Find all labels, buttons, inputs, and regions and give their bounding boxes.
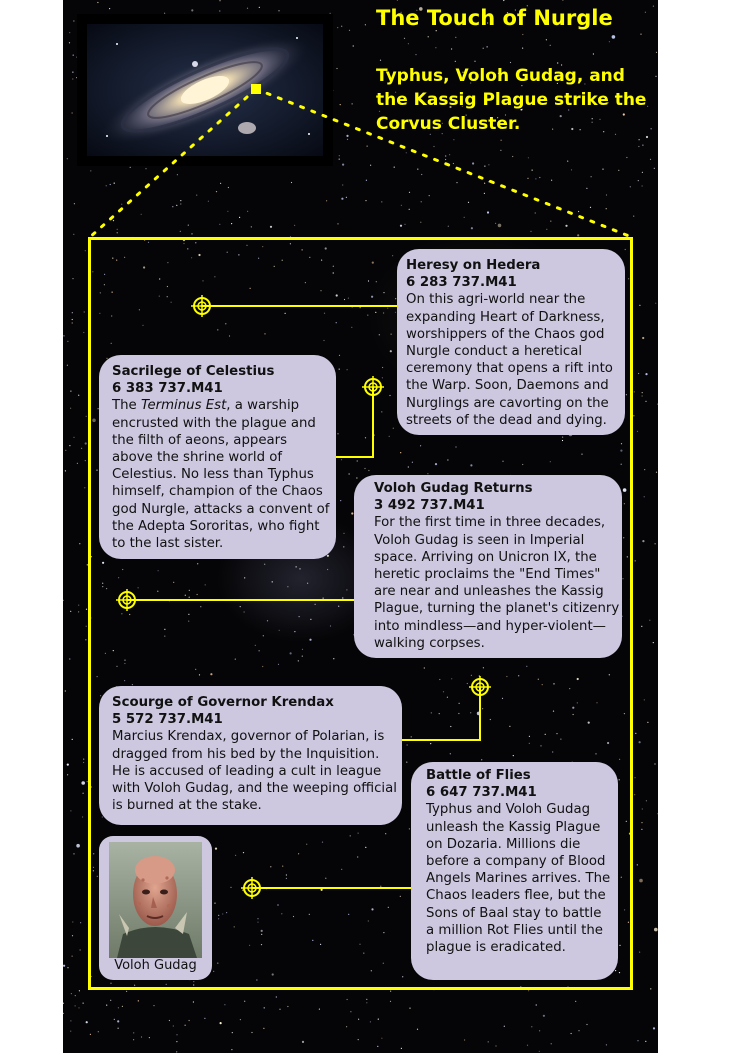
event-date: 3 492 737.M41 (374, 498, 485, 514)
event-heading: Battle of Flies (426, 768, 531, 783)
event-box-hedera (397, 249, 625, 435)
portrait-card (99, 836, 212, 980)
portrait-caption: Voloh Gudag (114, 958, 197, 973)
event-box-unicron (354, 475, 622, 658)
event-box-dozaria (411, 762, 618, 980)
event-heading: Voloh Gudag Returns (374, 481, 533, 496)
event-heading: Heresy on Hedera (406, 258, 541, 273)
event-text: The Terminus Est, a warship encrusted with the plague and the filth of aeons, appears above the shrine world of Celestius. No less than Typhus himself, champion of the Chaos god Nurgle, attacks a convent of the Adepta Sororitas, who fight to the last sister. (112, 398, 330, 552)
page-subtitle: Typhus, Voloh Gudag, and the Kassig Plague strike the Corvus Cluster. (376, 66, 647, 134)
zoom-line-right (256, 89, 634, 238)
event-date: 5 572 737.M41 (112, 712, 223, 728)
location-marker (251, 84, 261, 94)
zoom-line-left (89, 89, 256, 238)
page-title: The Touch of Nurgle (376, 6, 613, 30)
ship-name: Terminus Est (140, 398, 227, 414)
event-text: For the first time in three decades, Voloh Gudag is seen in Imperial space. Arriving on Unicron IX, the heretic proclaims the "End Times" are near and unleashes the Kassig Plague, turning the planet's citizenry into mindless—and hyper-violent—walking corpses. (374, 515, 620, 651)
event-date: 6 647 737.M41 (426, 785, 537, 801)
event-date: 6 283 737.M41 (406, 275, 517, 291)
event-box-polarian (99, 686, 402, 825)
event-heading: Scourge of Governor Krendax (112, 695, 334, 710)
event-text: On this agri-world near the expanding Heart of Darkness, worshippers of the Chaos god Nurgle conduct a heretical ceremony that opens a rift into the Warp. Soon, Daemons and Nurglings are cavorting on the streets of the dead and dying. (406, 292, 613, 428)
event-heading: Sacrilege of Celestius (112, 364, 275, 379)
voloh-gudag-portrait (109, 842, 202, 958)
event-box-celestius (99, 355, 336, 559)
event-text: Marcius Krendax, governor of Polarian, is dragged from his bed by the Inquisition. He is accused of leading a cult in league with Voloh Gudag, and the weeping official is burned at the stake. (112, 729, 397, 814)
poster (63, 0, 658, 1053)
event-date: 6 383 737.M41 (112, 381, 223, 397)
event-text: Typhus and Voloh Gudag unleash the Kassig Plague on Dozaria. Millions die before a company of Blood Angels Marines arrives. The Chaos leaders flee, but the Sons of Baal stay to battle a million Rot Flies until the plague is eradicated. (426, 802, 611, 956)
